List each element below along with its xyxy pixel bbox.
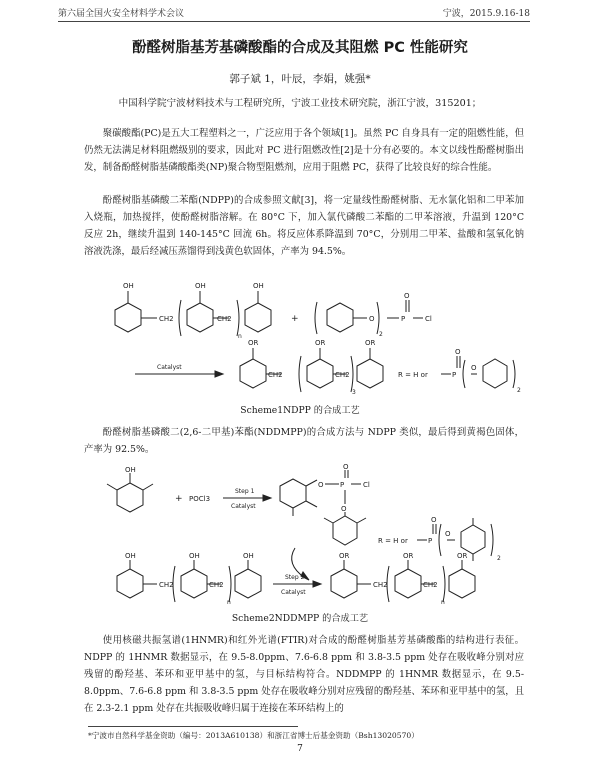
- s2-oh-1: OH: [125, 552, 136, 560]
- paper-title: 酚醛树脂基芳基磷酸酯的合成及其阻燃 PC 性能研究: [132, 40, 468, 56]
- s2-o-double-int: O: [343, 463, 349, 471]
- s1-oh-1: OH: [123, 282, 134, 290]
- s1-p-product: P: [452, 371, 457, 379]
- s1-ch2-4: CH2: [335, 371, 350, 379]
- header-rule: [58, 21, 530, 22]
- s2-step2: Step 2: [285, 574, 305, 581]
- s1-ch2-1: CH2: [159, 315, 174, 323]
- s1-plus: +: [291, 314, 299, 324]
- paragraph-ndpp-synthesis: 酚醛树脂基磷酸二苯酯(NDPP)的合成参照文献[3]，将一定量线性酚醛树脂、无水氯化铝和二甲苯加入烧瓶，加热搅拌，使酚醛树脂溶解。在 80°C 下，加入氯代磷酸二苯酯的二甲苯溶液，升温到 120°C 反应 2h，继续升温到 140-145°C 回流 6h。将反应体系降温到 70°C，分别用二甲苯、盐酸和氢氧化钠溶液洗涤，最后经减压蒸馏得到浅黄色软固体，产率为 94.5%。: [84, 195, 524, 257]
- s1-oh-3: OH: [253, 282, 264, 290]
- paragraph-nddmpp-synthesis: 酚醛树脂基磷酸二(2,6-二甲基)苯酯(NDDMPP)的合成方法与 NDPP 类似，最后得到黄褐色固体，产率为 92.5%。: [84, 427, 524, 455]
- s2-r-def: R = H or: [378, 537, 408, 545]
- s2-pocl3: POCl3: [189, 495, 211, 503]
- s2-oh-dmp: OH: [125, 466, 136, 474]
- s2-ch2-2: CH2: [209, 581, 224, 589]
- s2-or-3: OR: [457, 552, 468, 560]
- s1-sub3: 3: [352, 389, 356, 396]
- s1-catalyst: Catalyst: [157, 364, 182, 371]
- s2-step1: Step 1: [235, 488, 255, 495]
- s1-o-product: O: [455, 348, 461, 356]
- s1-oh-2: OH: [195, 282, 206, 290]
- s1-or-1: OR: [248, 339, 259, 347]
- s2-sub2: 2: [497, 555, 501, 562]
- s1-n-1: n: [238, 333, 242, 340]
- s1-o-product-2: O: [471, 364, 477, 372]
- s2-o-int: O: [318, 481, 324, 489]
- s2-oh-2: OH: [189, 552, 200, 560]
- s1-cl: Cl: [425, 315, 432, 323]
- s2-n-2: n: [441, 599, 445, 606]
- s2-o-r-2: O: [445, 530, 451, 538]
- s1-ch2-2: CH2: [217, 315, 232, 323]
- s2-or-2: OR: [403, 552, 414, 560]
- footnote-funding: *宁波市自然科学基金资助（编号：2013A610138）和浙江省博士后基金资助（Bsh13020570）: [88, 731, 419, 740]
- scheme1-caption: Scheme1NDPP 的合成工艺: [240, 405, 360, 416]
- s1-o-ester: O: [369, 315, 375, 323]
- scheme2-caption: Scheme2NDDMPP 的合成工艺: [231, 613, 369, 624]
- affiliation: 中国科学院宁波材料技术与工程研究所，宁波工业技术研究院，浙江宁波，315201；: [118, 98, 482, 109]
- s2-p-r: P: [428, 537, 433, 545]
- s1-o-double: O: [404, 292, 410, 300]
- s2-catalyst-1: Catalyst: [231, 503, 256, 510]
- s2-ch2-3: CH2: [373, 581, 388, 589]
- header-conference: 第六届全国火安全材料学术会议: [58, 9, 185, 19]
- s2-n-1: n: [227, 599, 231, 606]
- s1-or-3: OR: [365, 339, 376, 347]
- authors: 郭子斌 1，叶辰，李娟，姚强*: [229, 73, 371, 85]
- s2-p-int: P: [340, 481, 345, 489]
- paragraph-intro: 聚碳酸酯(PC)是五大工程塑料之一，广泛应用于各个领域[1]。虽然 PC 自身具有一定的阻燃性能，但仍然无法满足材料阻燃级别的要求，因此对 PC 进行阻燃改性[2]是十分有必要的。本文以线性酚醛树脂出发，制备酚醛树脂基磷酸酯类(NP)聚合物型阻燃剂，应用于阻燃 PC，获得了比较良好的综合性能。: [84, 128, 524, 173]
- s2-plus: +: [175, 494, 183, 504]
- header-location-date: 宁波，2015.9.16-18: [442, 9, 530, 19]
- s2-cl: Cl: [363, 481, 370, 489]
- scheme1-diagram: [95, 258, 535, 398]
- s1-sub2-product: 2: [517, 387, 521, 394]
- s2-o-r: O: [431, 516, 437, 524]
- s1-r-def: R = H or: [398, 371, 428, 379]
- s2-o-int-2: O: [341, 505, 347, 513]
- s1-ch2-3: CH2: [268, 371, 283, 379]
- s1-or-2: OR: [315, 339, 326, 347]
- s2-or-1: OR: [339, 552, 350, 560]
- s2-ch2-4: CH2: [423, 581, 438, 589]
- s1-sub2-reagent: 2: [379, 331, 383, 338]
- scheme2-diagram: [95, 463, 535, 606]
- s2-ch2-1: CH2: [159, 581, 174, 589]
- s2-oh-3: OH: [243, 552, 254, 560]
- running-header: [58, 6, 530, 20]
- page-number: 7: [297, 744, 303, 754]
- s1-p-reagent: P: [401, 315, 406, 323]
- footnote-rule: [88, 726, 298, 727]
- s2-catalyst-2: Catalyst: [281, 589, 306, 596]
- paragraph-characterization: 使用核磁共振氢谱(1HNMR)和红外光谱(FTIR)对合成的酚醛树脂基芳基磷酸酯的结构进行表征。NDPP 的 1HNMR 数据显示，在 9.5-8.0ppm、7.6-6.8 ppm 和 3.8-3.5 ppm 处存在吸收峰分别对应残留的酚羟基、苯环和亚甲基中的氢，与目标结构符合。NDDMPP 的 1HNMR 数据显示，在 9.5-8.0ppm、7.6-6.8 ppm 和 3.8-3.5 ppm 处存在吸收峰分别对应残留的酚羟基、苯环和亚甲基中的氢，且在 2.3-2.1 ppm 处存在共振吸收峰归属于连接在苯环结构上的: [84, 635, 524, 714]
